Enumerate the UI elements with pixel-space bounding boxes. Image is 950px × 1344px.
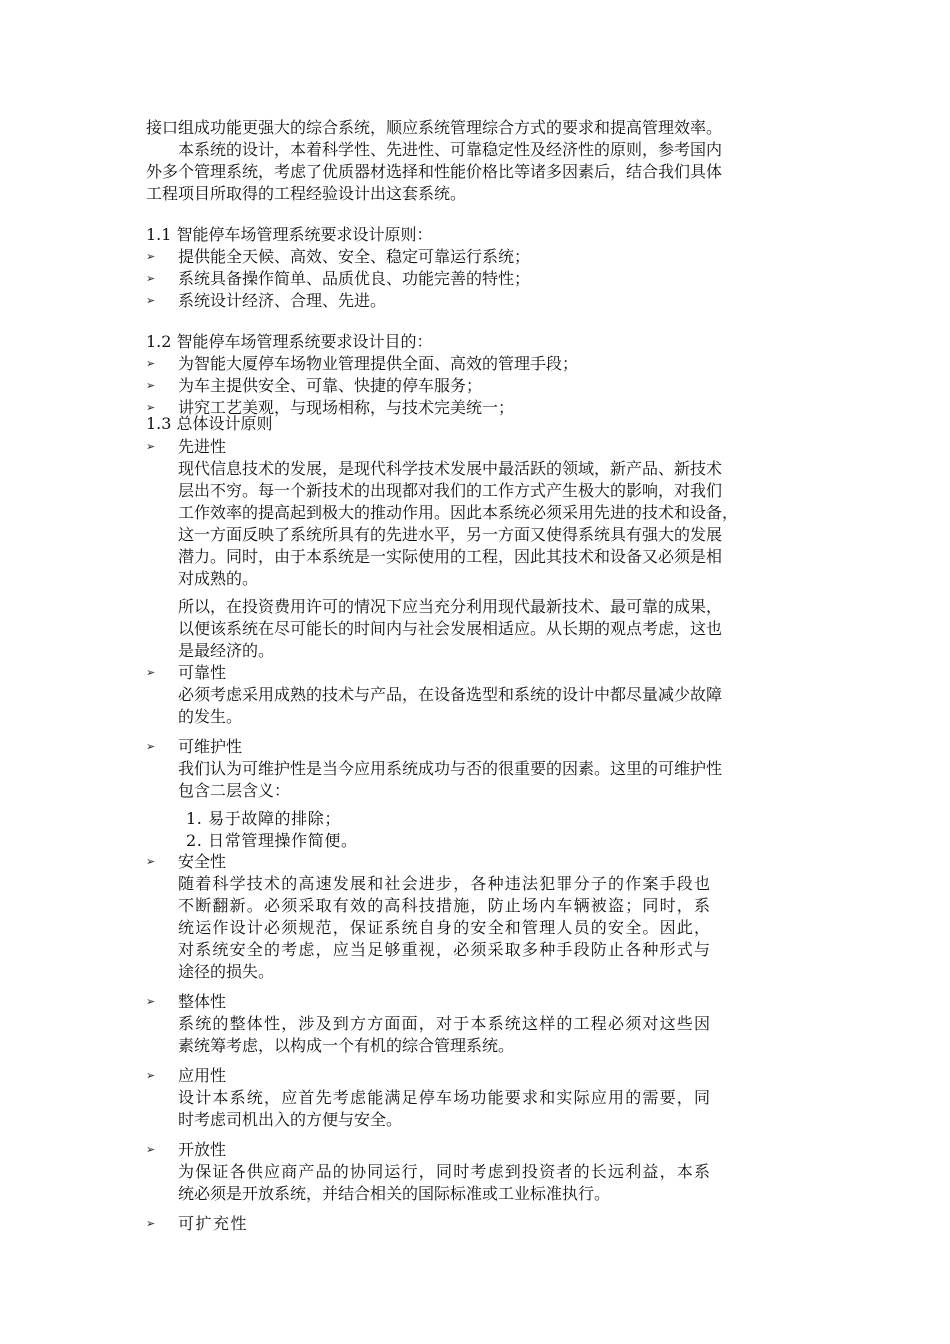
arrow-bullet-icon: ➢: [146, 272, 156, 285]
principle-text-line: 所以，在投资费用许可的情况下应当充分利用现代最新技术、最可靠的成果，: [178, 597, 723, 616]
arrow-bullet-icon: ➢: [146, 440, 156, 453]
principle-title: 开放性: [178, 1140, 227, 1159]
intro-paragraph-line: 工程项目所取得的工程经验设计出这套系统。: [146, 184, 467, 203]
arrow-bullet-icon: ➢: [146, 1069, 156, 1082]
principle-text-line: 潜力。同时，由于本系统是一实际使用的工程，因此其技术和设备又必须是相: [178, 547, 723, 566]
principle-text-line: 的发生。: [178, 707, 243, 726]
principle-text-line: 必须考虑采用成熟的技术与产品，在设备选型和系统的设计中都尽量减少故障: [178, 685, 723, 704]
arrow-bullet-icon: ➢: [146, 855, 156, 868]
principle-title: 先进性: [178, 437, 227, 456]
list-item: 为智能大厦停车场物业管理提供全面、高效的管理手段；: [178, 354, 579, 373]
principle-text-line: 为保证各供应商产品的协同运行，同时考虑到投资者的长远利益，本系: [178, 1162, 712, 1181]
list-item: 系统具备操作简单、品质优良、功能完善的特性；: [178, 269, 531, 288]
principle-text-line: 统运作设计必须规范，保证系统自身的安全和管理人员的安全。因此，: [178, 918, 712, 937]
principle-title: 可扩充性: [178, 1214, 249, 1233]
arrow-bullet-icon: ➢: [146, 995, 156, 1008]
arrow-bullet-icon: ➢: [146, 1217, 156, 1230]
principle-text-line: 设计本系统，应首先考虑能满足停车场功能要求和实际应用的需要，同: [178, 1088, 712, 1107]
list-item: 系统设计经济、合理、先进。: [178, 291, 387, 310]
principle-text-line: 对系统安全的考虑，应当足够重视，必须采取多种手段防止各种形式与: [178, 940, 712, 959]
principle-title: 可维护性: [178, 737, 243, 756]
intro-paragraph-line: 本系统的设计，本着科学性、先进性、可靠稳定性及经济性的原则，参考国内: [178, 140, 723, 159]
principle-title: 整体性: [178, 992, 227, 1011]
intro-line: 接口组成功能更强大的综合系统，顺应系统管理综合方式的要求和提高管理效率。: [146, 118, 723, 137]
principle-text-line: 统必须是开放系统，并结合相关的国际标准或工业标准执行。: [178, 1184, 611, 1203]
principle-text-line: 途径的损失。: [178, 962, 275, 981]
numbered-item: 1. 易于故障的排除；: [186, 809, 341, 828]
arrow-bullet-icon: ➢: [146, 1143, 156, 1156]
arrow-bullet-icon: ➢: [146, 357, 156, 370]
section-heading-1-3: 1.3 总体设计原则: [146, 414, 273, 433]
principle-text-line: 现代信息技术的发展，是现代科学技术发展中最活跃的领域，新产品、新技术: [178, 459, 723, 478]
intro-paragraph-line: 外多个管理系统，考虑了优质器材选择和性能价格比等诸多因素后，结合我们具体: [146, 162, 723, 181]
arrow-bullet-icon: ➢: [146, 740, 156, 753]
principle-text-line: 随着科学技术的高速发展和社会进步，各种违法犯罪分子的作案手段也: [178, 874, 712, 893]
principle-text-line: 时考虑司机出入的方便与安全。: [178, 1110, 403, 1129]
principle-text-line: 是最经济的。: [178, 641, 275, 660]
arrow-bullet-icon: ➢: [146, 294, 156, 307]
principle-text-line: 我们认为可维护性是当今应用系统成功与否的很重要的因素。这里的可维护性: [178, 759, 723, 778]
principle-text-line: 以便该系统在尽可能长的时间内与社会发展相适应。从长期的观点考虑，这也: [178, 619, 723, 638]
principle-text-line: 对成熟的。: [178, 569, 259, 588]
principle-text-line: 系统的整体性，涉及到方方面面，对于本系统这样的工程必须对这些因: [178, 1014, 712, 1033]
section-heading-1-1: 1.1 智能停车场管理系统要求设计原则：: [146, 225, 433, 244]
principle-text-line: 不断翻新。必须采取有效的高科技措施，防止场内车辆被盗；同时，系: [178, 896, 712, 915]
principle-title: 应用性: [178, 1066, 227, 1085]
section-heading-1-2: 1.2 智能停车场管理系统要求设计目的：: [146, 332, 433, 351]
arrow-bullet-icon: ➢: [146, 401, 156, 414]
principle-title: 安全性: [178, 852, 227, 871]
numbered-item: 2. 日常管理操作简便。: [186, 831, 358, 850]
principle-text-line: 这一方面反映了系统所具有的先进水平，另一方面又使得系统具有强大的发展: [178, 525, 723, 544]
list-item: 为车主提供安全、可靠、快捷的停车服务；: [178, 376, 483, 395]
arrow-bullet-icon: ➢: [146, 666, 156, 679]
arrow-bullet-icon: ➢: [146, 250, 156, 263]
list-item: 提供能全天候、高效、安全、稳定可靠运行系统；: [178, 247, 531, 266]
arrow-bullet-icon: ➢: [146, 379, 156, 392]
principle-text-line: 素统筹考虑，以构成一个有机的综合管理系统。: [178, 1036, 515, 1055]
principle-title: 可靠性: [178, 663, 227, 682]
principle-text-line: 工作效率的提高起到极大的推动作用。因此本系统必须采用先进的技术和设备，: [178, 503, 739, 522]
principle-text-line: 层出不穷。每一个新技术的出现都对我们的工作方式产生极大的影响，对我们: [178, 481, 723, 500]
list-item: 讲究工艺美观，与现场相称，与技术完美统一；: [178, 398, 515, 417]
principle-text-line: 包含二层含义：: [178, 781, 291, 800]
